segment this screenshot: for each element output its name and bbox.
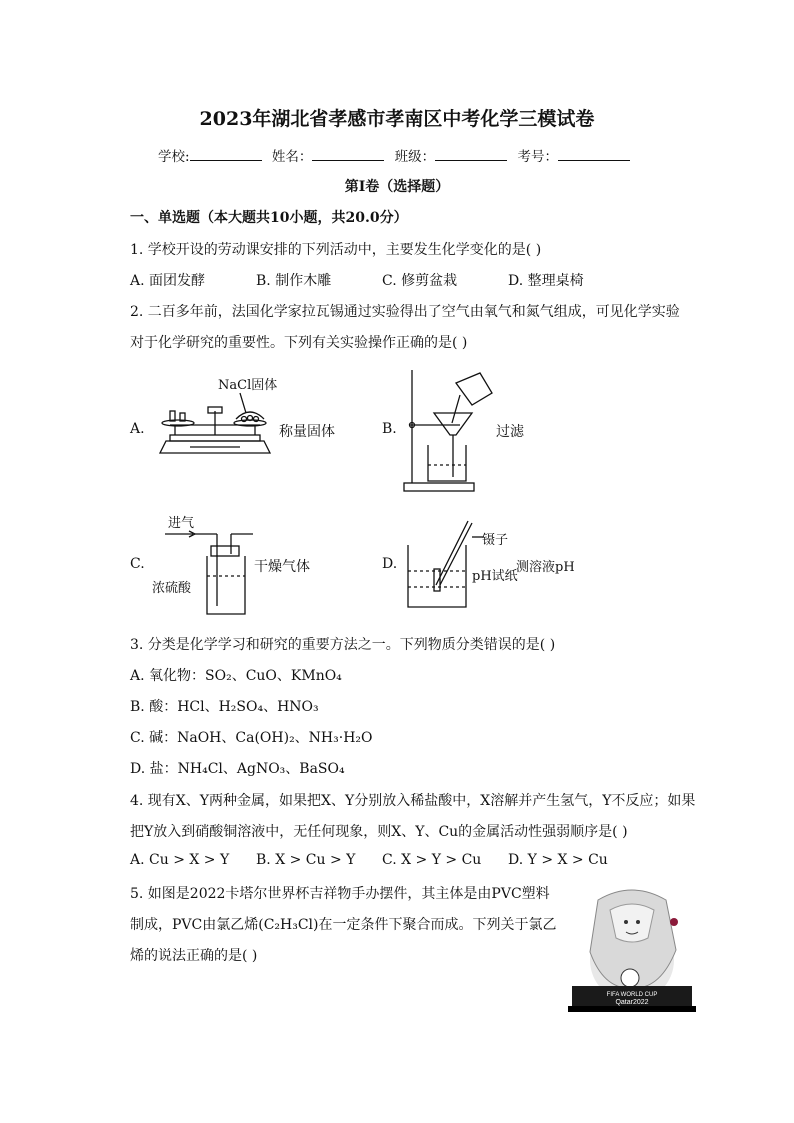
q2-stem-line1: 2. 二百多年前，法国化学家拉瓦锡通过实验得出了空气由氧气和氮气组成，可见化学实验 [130, 304, 680, 320]
exam-no-label: 考号： [517, 149, 558, 165]
mascot-figurine-image [568, 880, 696, 1015]
q4-stem-line2: 把Y放入到硝酸铜溶液中，无任何现象，则X、Y、Cu的金属活动性强弱顺序是( ) [130, 824, 628, 840]
base-text-2: Qatar2022 [615, 999, 649, 1006]
q5-stem-line2: 制成，PVC由氯乙烯(C₂H₃Cl)在一定条件下聚合而成。下列关于氯乙 [130, 917, 557, 933]
q4-option-b[interactable]: B. X > Cu > Y [256, 852, 356, 868]
ph-test-diagram [404, 515, 484, 610]
dry-gas-caption: 干燥气体 [254, 559, 310, 575]
q2-option-c[interactable]: C. [130, 556, 145, 572]
filtration-diagram [400, 365, 510, 495]
q1-option-d[interactable]: D. 整理桌椅 [508, 273, 584, 289]
school-blank[interactable] [190, 148, 262, 161]
ph-test-caption: 测溶液pH [516, 560, 575, 575]
balance-diagram [150, 385, 280, 465]
q1-stem: 1. 学校开设的劳动课安排的下列活动中，主要发生化学变化的是( ) [130, 242, 542, 258]
q3-option-a[interactable]: A. 氧化物：SO₂、CuO、KMnO₄ [130, 668, 342, 684]
weigh-caption: 称量固体 [279, 424, 335, 440]
q1-option-a[interactable]: A. 面团发酵 [130, 273, 206, 289]
filter-caption: 过滤 [496, 424, 524, 440]
q2-option-b[interactable]: B. [382, 421, 397, 437]
page-title: 2023年湖北省孝感市孝南区中考化学三模试卷 [199, 108, 595, 130]
q2-stem-line2: 对于化学研究的重要性。下列有关实验操作正确的是( ) [130, 335, 468, 351]
base-text-1: FIFA WORLD CUP [606, 992, 658, 998]
q3-option-d[interactable]: D. 盐：NH₄Cl、AgNO₃、BaSO₄ [130, 761, 345, 777]
class-label: 班级： [394, 149, 436, 165]
part-heading: 第I卷（选择题） [344, 179, 450, 195]
name-blank[interactable] [312, 148, 384, 161]
q3-option-c[interactable]: C. 碱：NaOH、Ca(OH)₂、NH₃·H₂O [130, 730, 373, 746]
q1-option-c[interactable]: C. 修剪盆栽 [382, 273, 458, 289]
q4-option-d[interactable]: D. Y > X > Cu [508, 852, 608, 868]
q5-stem-line1: 5. 如图是2022卡塔尔世界杯吉祥物手办摆件，其主体是由PVC塑料 [130, 886, 550, 902]
q4-option-a[interactable]: A. Cu > X > Y [130, 852, 230, 868]
section-heading: 一、单选题（本大题共10小题，共20.0分） [130, 210, 408, 226]
nacl-label: NaCl固体 [218, 378, 278, 393]
q3-stem: 3. 分类是化学学习和研究的重要方法之一。下列物质分类错误的是( ) [130, 637, 556, 653]
q3-option-b[interactable]: B. 酸：HCl、H₂SO₄、HNO₃ [130, 699, 319, 715]
q5-stem-line3: 烯的说法正确的是( ) [130, 948, 258, 964]
school-label: 学校: [158, 149, 190, 165]
ph-paper-label: pH试纸 [472, 569, 518, 584]
q4-option-c[interactable]: C. X > Y > Cu [382, 852, 482, 868]
student-info-line [0, 145, 794, 165]
q1-option-b[interactable]: B. 制作木雕 [256, 273, 332, 289]
name-label: 姓名： [271, 149, 313, 165]
gas-inlet-label: 进气 [168, 516, 195, 531]
q4-stem-line1: 4. 现有X、Y两种金属，如果把X、Y分别放入稀盐酸中，X溶解并产生氢气，Y不反应；如果 [130, 793, 696, 809]
sulfuric-acid-label: 浓硫酸 [152, 581, 192, 596]
tweezers-label: 镊子 [482, 533, 509, 548]
q2-option-d[interactable]: D. [382, 556, 398, 572]
class-blank[interactable] [435, 148, 507, 161]
q2-option-a[interactable]: A. [130, 421, 145, 437]
exam-no-blank[interactable] [558, 148, 630, 161]
drying-bottle-diagram [165, 528, 260, 618]
